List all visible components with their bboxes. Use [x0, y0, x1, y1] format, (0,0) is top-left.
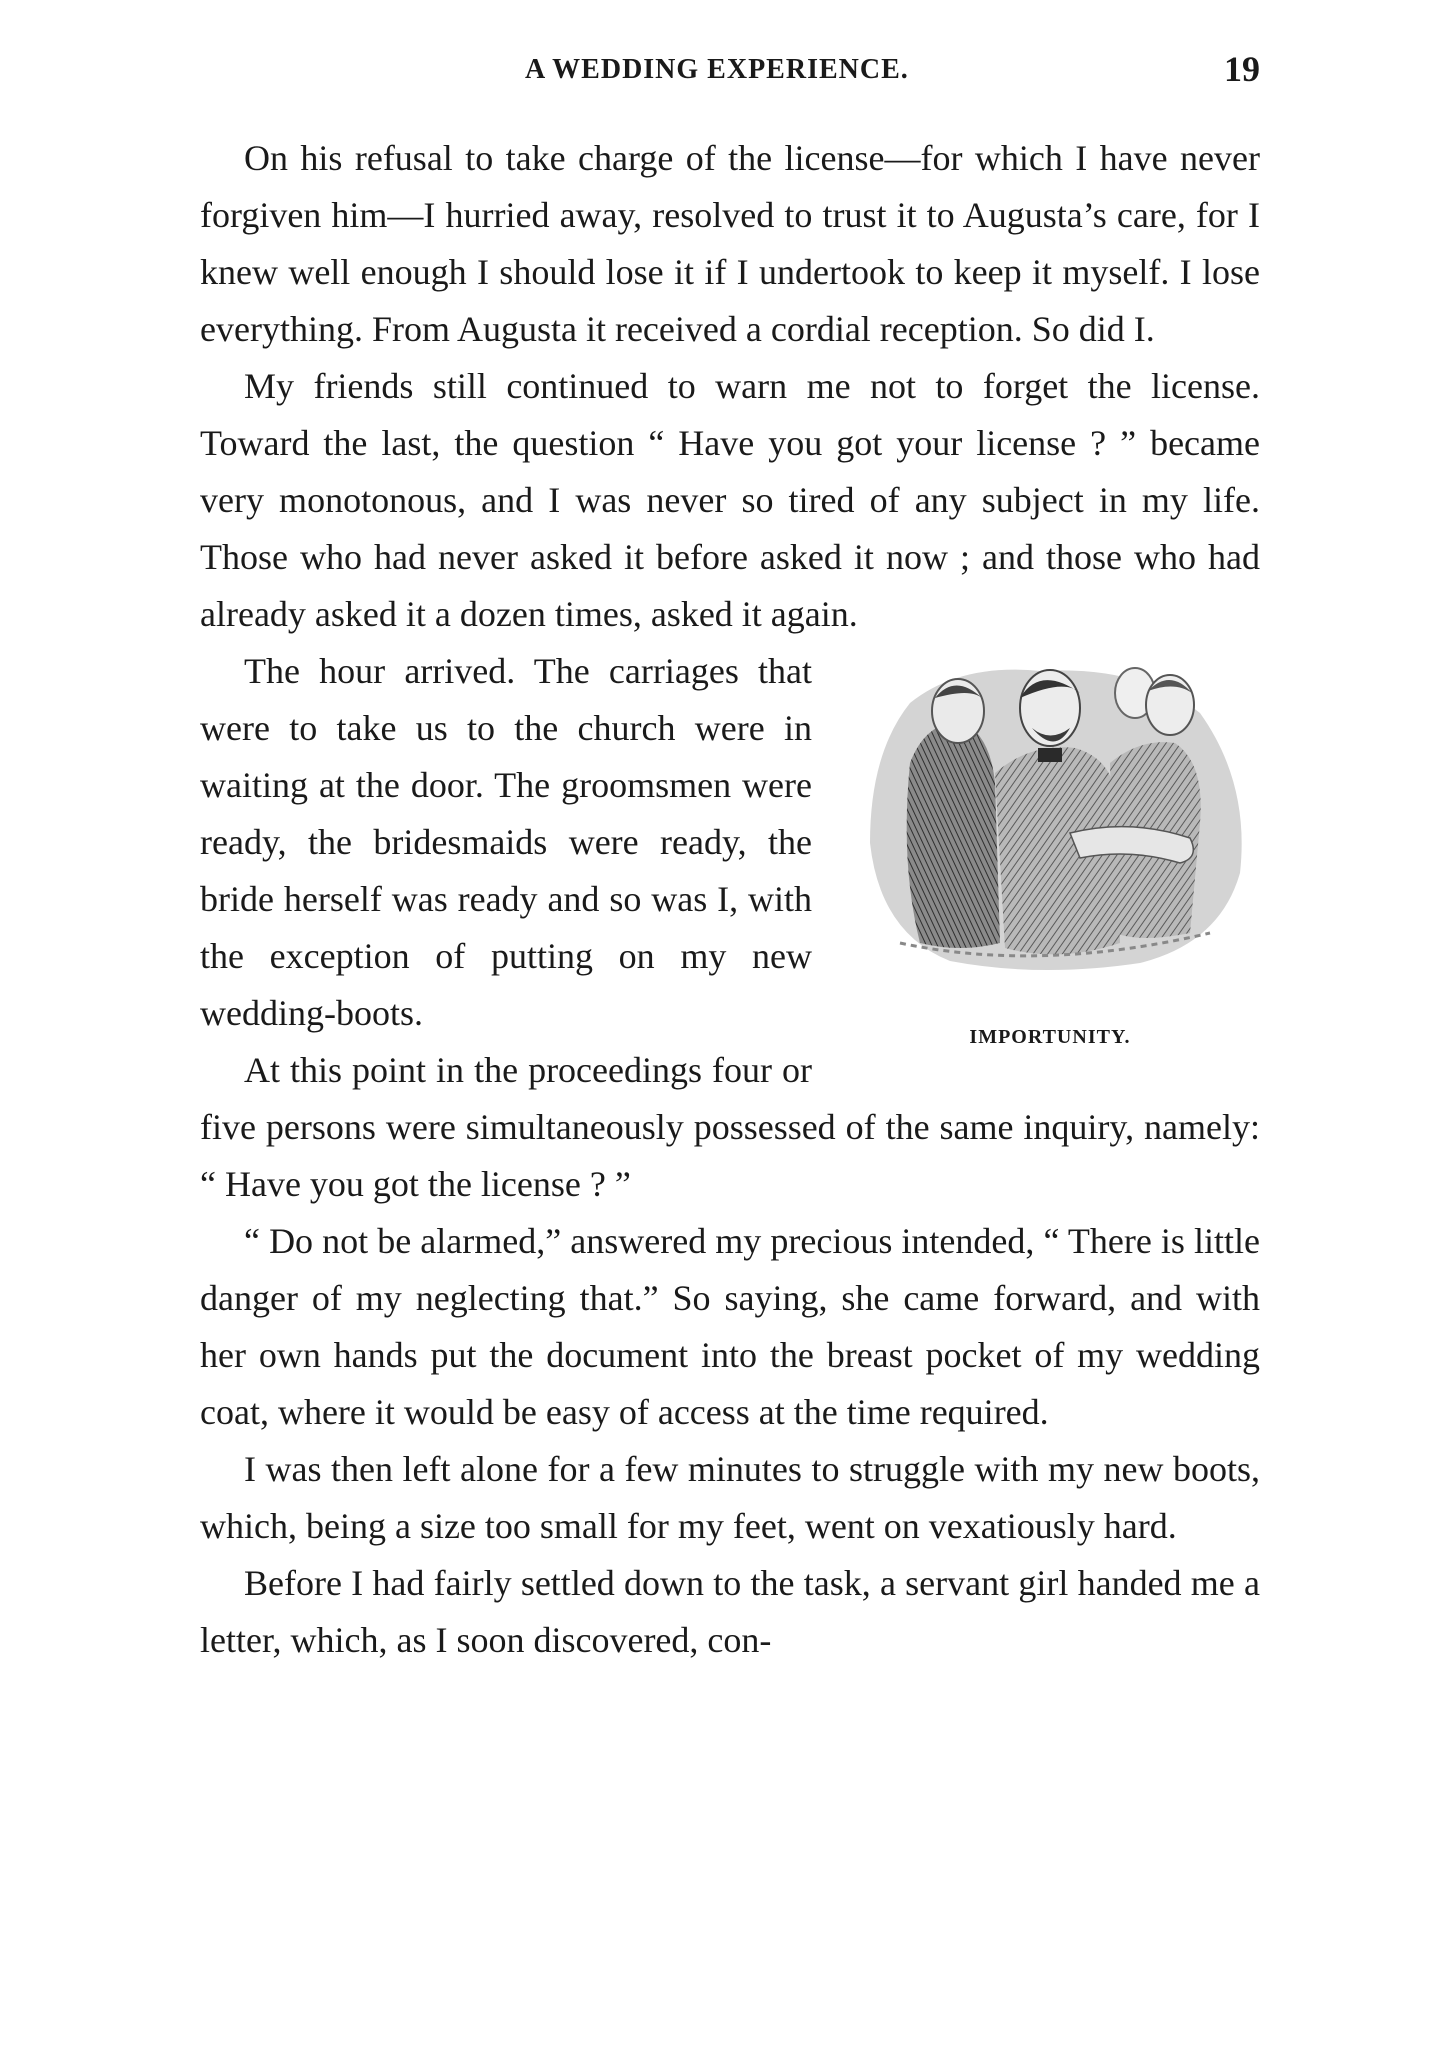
engraving-illustration	[840, 643, 1260, 1018]
paragraph: On his refusal to take charge of the license—for which I have never forgiven him—I hurried away, resolved to trust it to Augusta’s care, for I knew well enough I should lose it if I undertook to keep it myself. I lose everything. From Augusta it received a cordial reception. So did I.	[200, 138, 1260, 349]
figure-caption: IMPORTUNITY.	[969, 1026, 1131, 1048]
illustration-figure	[840, 643, 1260, 1048]
paragraph: “ Do not be alarmed,” answered my precious intended, “ There is little danger of my neglecting that.” So saying, she came forward, and with her own hands put the document into the breast pocket of my wedding coat, where it would be easy of access at the time required.	[200, 1221, 1260, 1432]
body-text	[200, 130, 1260, 1669]
paragraph: At this point in the proceedings four or five persons were simultaneously possessed of the same inquiry, namely: “ Have you got the license ? ”	[200, 1050, 1260, 1204]
page-header	[200, 49, 1260, 102]
paragraph: The hour arrived. The carriages that were to take us to the church were in waiting at the door. The groomsmen were ready, the bridesmaids were ready, the bride herself was ready and so was I, with the exception of putting on my new wedding-boots.	[200, 651, 812, 1033]
paragraph: My friends still continued to warn me not to forget the license. Toward the last, the question “ Have you got your license ? ” became very monotonous, and I was never so tired of any subject in my life. Those who had never asked it before asked it now ; and those who had already asked it a dozen times, asked it again.	[200, 366, 1260, 634]
page-number: 19	[1224, 49, 1260, 89]
paragraph: I was then left alone for a few minutes to struggle with my new boots, which, being a size too small for my feet, went on vexatiously hard.	[200, 1449, 1260, 1546]
paragraph: Before I had fairly settled down to the task, a servant girl handed me a letter, which, as I soon discovered, con-	[200, 1563, 1260, 1660]
running-head: A WEDDING EXPERIENCE.	[525, 54, 909, 85]
